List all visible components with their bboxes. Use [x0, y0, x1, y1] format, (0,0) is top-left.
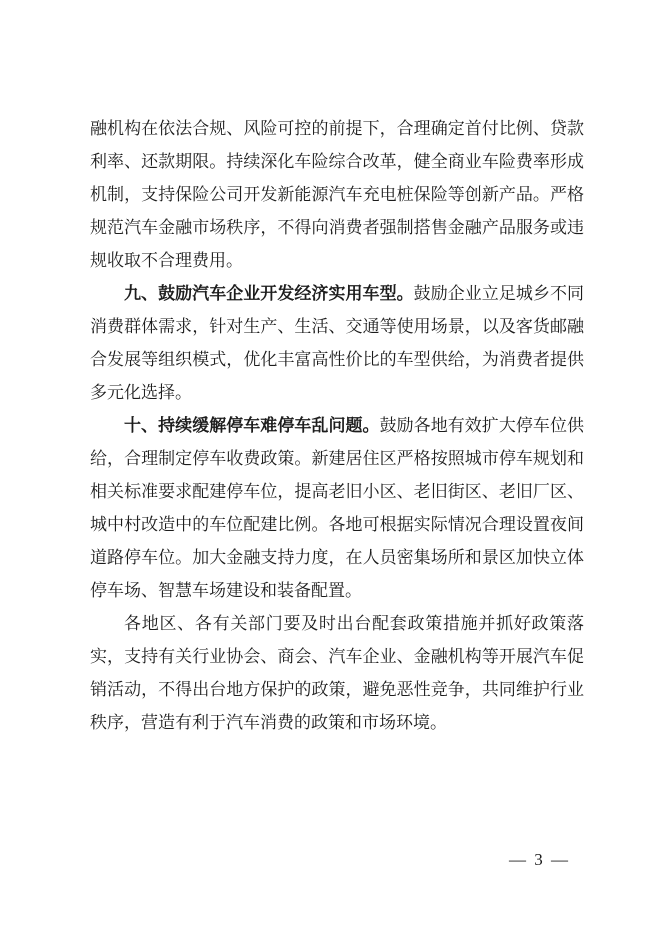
paragraph-text: 鼓励企业立足城乡不同消费群体需求，针对生产、生活、交通等使用场景，以及客货邮融合发展等组织模式，优化丰富高性价比的车型供给，为消费者提供多元化选择。 [90, 284, 585, 402]
paragraph-text: 融机构在依法合规、风险可控的前提下，合理确定首付比例、贷款利率、还款期限。持续深化车险综合改革，健全商业车险费率形成机制，支持保险公司开发新能源汽车充电桩保险等创新产品。严格规范汽车金融市场秩序，不得向消费者强制搭售金融产品服务或违规收取不合理费用。 [90, 119, 584, 270]
paragraph-text: 各地区、各有关部门要及时出台配套政策措施并抓好政策落实，支持有关行业协会、商会、汽车企业、金融机构等开展汽车促销活动，不得出台地方保护的政策，避免恶性竞争，共同维护行业秩序，营造有利于汽车消费的政策和市场环境。 [90, 614, 584, 732]
paragraph-continuation [90, 112, 584, 277]
document-body [90, 112, 584, 739]
section-9-heading: 九、鼓励汽车企业开发经济实用车型。 [124, 284, 414, 303]
section-10-heading: 十、持续缓解停车难停车乱问题。 [124, 416, 380, 435]
paragraph-closing [90, 607, 584, 739]
page-number: — 3 — [509, 850, 570, 869]
paragraph-text: 鼓励各地有效扩大停车位供给，合理制定停车收费政策。新建居住区严格按照城市停车规划和相关标准要求配建停车位，提高老旧小区、老旧街区、老旧厂区、城中村改造中的车位配建比例。各地可根据实际情况合理设置夜间道路停车位。加大金融支持力度，在人员密集场所和景区加快立体停车场、智慧车场建设和装备配置。 [90, 416, 585, 600]
paragraph-section-10 [90, 409, 584, 607]
paragraph-section-9 [90, 277, 584, 409]
